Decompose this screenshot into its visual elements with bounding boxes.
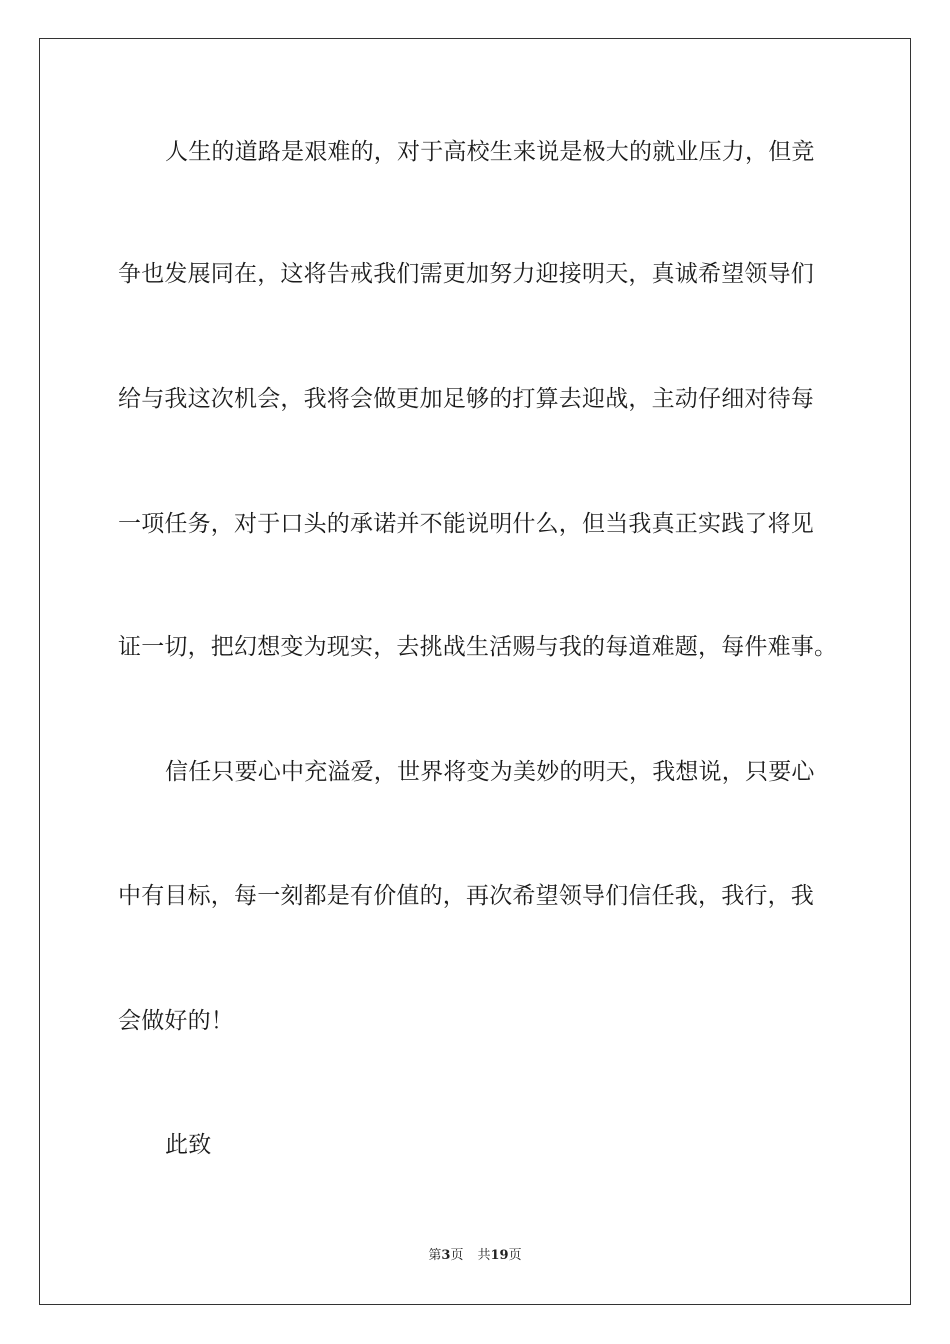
- page-footer: [0, 1247, 950, 1265]
- text-line-7: 中有目标，每一刻都是有价值的，再次希望领导们信任我，我行，我: [118, 883, 814, 909]
- text-line-6: 信任只要心中充溢爱，世界将变为美妙的明天，我想说，只要心: [165, 759, 815, 785]
- page-border: [39, 38, 911, 1305]
- total-pages: 19: [490, 1248, 509, 1263]
- text-line-2: 争也发展同在，这将告戒我们需更加努力迎接明天，真诚希望领导们: [118, 261, 814, 287]
- text-line-4: 一项任务，对于口头的承诺并不能说明什么，但当我真正实践了将见: [118, 511, 814, 537]
- page-number: 3: [441, 1248, 451, 1263]
- text-line-5: 证一切，把幻想变为现实，去挑战生活赐与我的每道难题，每件难事。: [118, 634, 838, 660]
- text-line-8: 会做好的！: [118, 1008, 234, 1034]
- text-line-3: 给与我这次机会，我将会做更加足够的打算去迎战，主动仔细对待每: [118, 386, 814, 412]
- total-suffix: 页: [508, 1248, 522, 1263]
- text-line-1: 人生的道路是艰难的，对于高校生来说是极大的就业压力，但竞: [165, 139, 815, 165]
- closing-salutation: 此致: [165, 1132, 212, 1158]
- page-suffix: 页: [450, 1248, 464, 1263]
- page-prefix: 第: [428, 1248, 442, 1263]
- total-prefix: 共: [477, 1248, 491, 1263]
